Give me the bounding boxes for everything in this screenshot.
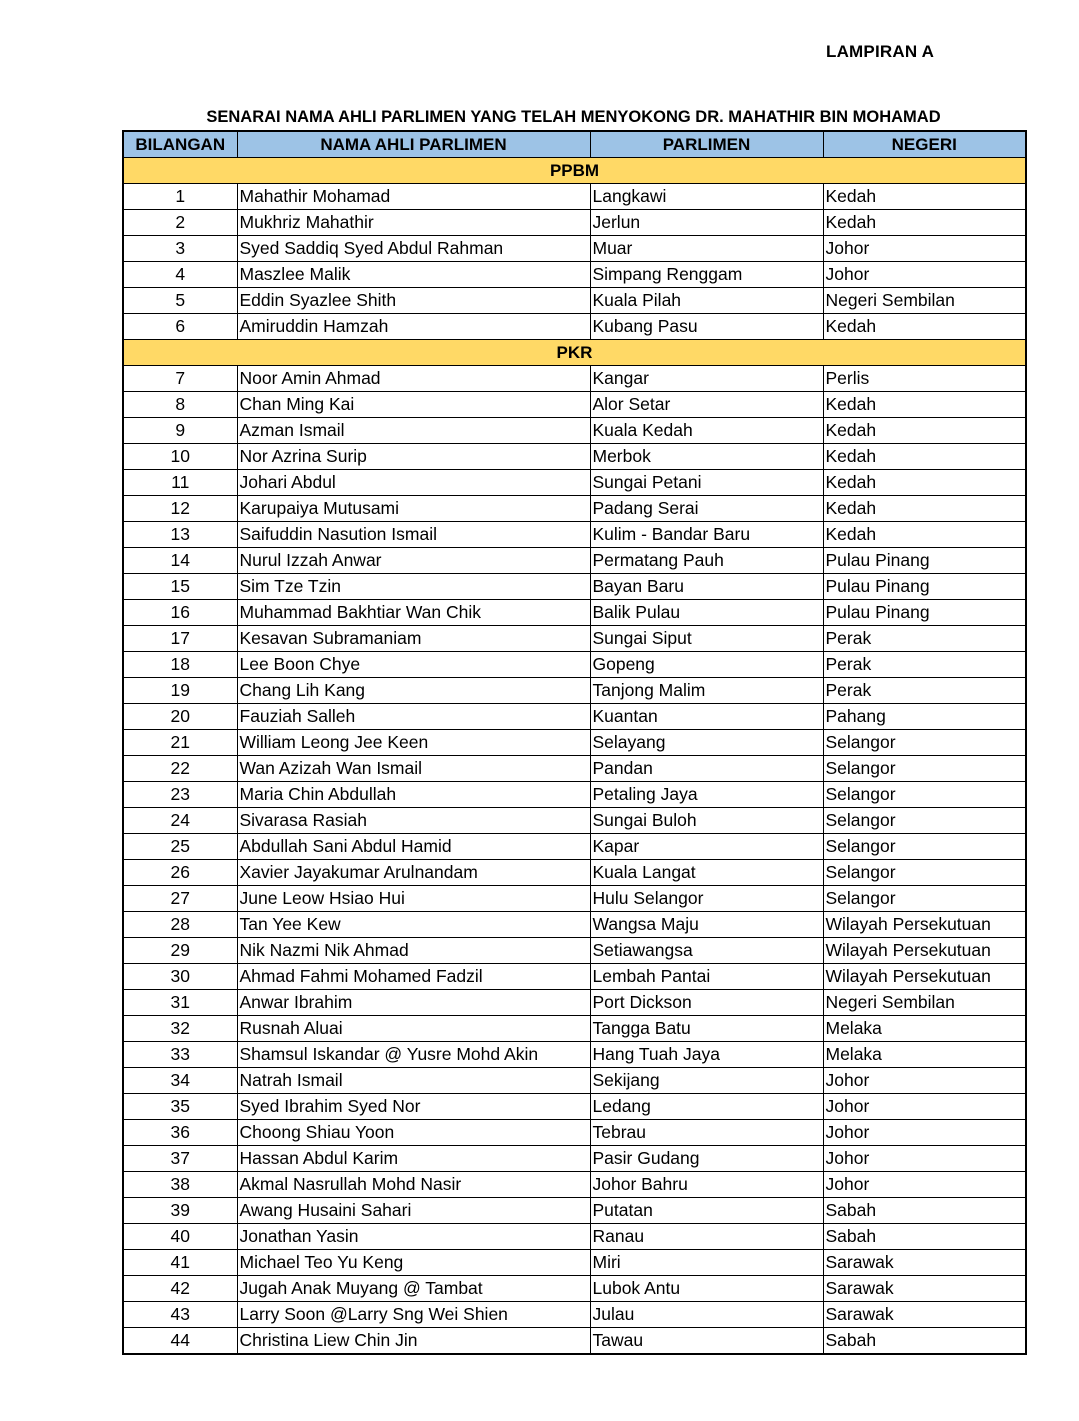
cell-nama: Eddin Syazlee Shith (237, 288, 590, 314)
table-row (123, 1042, 1026, 1068)
table-row (123, 1198, 1026, 1224)
cell-parlimen: Pasir Gudang (590, 1146, 823, 1172)
table-row (123, 366, 1026, 392)
cell-bilangan: 3 (123, 236, 237, 262)
cell-parlimen: Lembah Pantai (590, 964, 823, 990)
cell-nama: Ahmad Fahmi Mohamed Fadzil (237, 964, 590, 990)
cell-nama: Azman Ismail (237, 418, 590, 444)
cell-parlimen: Kuala Pilah (590, 288, 823, 314)
cell-negeri: Johor (823, 1068, 1026, 1094)
appendix-label: LAMPIRAN A (826, 42, 935, 61)
cell-negeri: Selangor (823, 808, 1026, 834)
cell-nama: Natrah Ismail (237, 1068, 590, 1094)
cell-negeri: Kedah (823, 470, 1026, 496)
table-row (123, 834, 1026, 860)
cell-parlimen: Wangsa Maju (590, 912, 823, 938)
column-header-parlimen: PARLIMEN (590, 131, 823, 158)
cell-nama: Nor Azrina Surip (237, 444, 590, 470)
cell-parlimen: Kuantan (590, 704, 823, 730)
table-row (123, 1068, 1026, 1094)
cell-bilangan: 36 (123, 1120, 237, 1146)
cell-parlimen: Miri (590, 1250, 823, 1276)
cell-bilangan: 38 (123, 1172, 237, 1198)
cell-negeri: Johor (823, 1094, 1026, 1120)
cell-bilangan: 37 (123, 1146, 237, 1172)
table-row (123, 184, 1026, 210)
cell-bilangan: 43 (123, 1302, 237, 1328)
cell-negeri: Perak (823, 678, 1026, 704)
cell-parlimen: Bayan Baru (590, 574, 823, 600)
cell-negeri: Johor (823, 1120, 1026, 1146)
table-row (123, 730, 1026, 756)
cell-bilangan: 5 (123, 288, 237, 314)
cell-negeri: Selangor (823, 860, 1026, 886)
cell-bilangan: 13 (123, 522, 237, 548)
cell-bilangan: 7 (123, 366, 237, 392)
cell-negeri: Johor (823, 262, 1026, 288)
cell-negeri: Perak (823, 652, 1026, 678)
table-row (123, 1120, 1026, 1146)
cell-negeri: Kedah (823, 184, 1026, 210)
cell-nama: Sim Tze Tzin (237, 574, 590, 600)
table-row (123, 574, 1026, 600)
cell-bilangan: 20 (123, 704, 237, 730)
cell-bilangan: 40 (123, 1224, 237, 1250)
cell-nama: Jugah Anak Muyang @ Tambat (237, 1276, 590, 1302)
cell-nama: Christina Liew Chin Jin (237, 1328, 590, 1355)
cell-parlimen: Kulim - Bandar Baru (590, 522, 823, 548)
section-row (123, 158, 1026, 184)
cell-nama: Tan Yee Kew (237, 912, 590, 938)
cell-bilangan: 2 (123, 210, 237, 236)
cell-bilangan: 17 (123, 626, 237, 652)
table-row (123, 1094, 1026, 1120)
cell-parlimen: Jerlun (590, 210, 823, 236)
cell-negeri: Sabah (823, 1328, 1026, 1355)
cell-negeri: Sabah (823, 1224, 1026, 1250)
cell-nama: Michael Teo Yu Keng (237, 1250, 590, 1276)
cell-bilangan: 39 (123, 1198, 237, 1224)
cell-nama: Rusnah Aluai (237, 1016, 590, 1042)
table-row (123, 548, 1026, 574)
cell-parlimen: Sungai Buloh (590, 808, 823, 834)
cell-parlimen: Kuala Langat (590, 860, 823, 886)
cell-parlimen: Ranau (590, 1224, 823, 1250)
cell-negeri: Johor (823, 236, 1026, 262)
cell-bilangan: 27 (123, 886, 237, 912)
cell-negeri: Sabah (823, 1198, 1026, 1224)
cell-nama: Kesavan Subramaniam (237, 626, 590, 652)
cell-negeri: Wilayah Persekutuan (823, 912, 1026, 938)
cell-parlimen: Tanjong Malim (590, 678, 823, 704)
cell-negeri: Selangor (823, 834, 1026, 860)
table-body (123, 158, 1026, 1355)
table-row (123, 1276, 1026, 1302)
cell-bilangan: 35 (123, 1094, 237, 1120)
cell-negeri: Kedah (823, 444, 1026, 470)
cell-nama: Maria Chin Abdullah (237, 782, 590, 808)
cell-negeri: Johor (823, 1172, 1026, 1198)
cell-nama: William Leong Jee Keen (237, 730, 590, 756)
cell-nama: Chang Lih Kang (237, 678, 590, 704)
document-title: SENARAI NAMA AHLI PARLIMEN YANG TELAH MENYOKONG DR. MAHATHIR BIN MOHAMAD (206, 108, 941, 126)
cell-bilangan: 42 (123, 1276, 237, 1302)
cell-nama: Muhammad Bakhtiar Wan Chik (237, 600, 590, 626)
cell-nama: Nik Nazmi Nik Ahmad (237, 938, 590, 964)
cell-nama: Akmal Nasrullah Mohd Nasir (237, 1172, 590, 1198)
cell-nama: Mukhriz Mahathir (237, 210, 590, 236)
cell-negeri: Kedah (823, 418, 1026, 444)
table-row (123, 262, 1026, 288)
cell-negeri: Negeri Sembilan (823, 990, 1026, 1016)
cell-bilangan: 41 (123, 1250, 237, 1276)
cell-nama: Fauziah Salleh (237, 704, 590, 730)
cell-nama: Lee Boon Chye (237, 652, 590, 678)
cell-nama: Hassan Abdul Karim (237, 1146, 590, 1172)
cell-bilangan: 8 (123, 392, 237, 418)
cell-bilangan: 31 (123, 990, 237, 1016)
cell-nama: Sivarasa Rasiah (237, 808, 590, 834)
cell-parlimen: Sekijang (590, 1068, 823, 1094)
cell-parlimen: Setiawangsa (590, 938, 823, 964)
table-row (123, 444, 1026, 470)
cell-nama: Amiruddin Hamzah (237, 314, 590, 340)
cell-negeri: Kedah (823, 392, 1026, 418)
cell-parlimen: Kuala Kedah (590, 418, 823, 444)
cell-bilangan: 29 (123, 938, 237, 964)
cell-bilangan: 14 (123, 548, 237, 574)
cell-bilangan: 15 (123, 574, 237, 600)
cell-parlimen: Sungai Siput (590, 626, 823, 652)
cell-parlimen: Alor Setar (590, 392, 823, 418)
cell-parlimen: Kubang Pasu (590, 314, 823, 340)
cell-nama: Jonathan Yasin (237, 1224, 590, 1250)
cell-negeri: Melaka (823, 1042, 1026, 1068)
cell-bilangan: 28 (123, 912, 237, 938)
cell-bilangan: 12 (123, 496, 237, 522)
cell-parlimen: Balik Pulau (590, 600, 823, 626)
cell-negeri: Kedah (823, 496, 1026, 522)
cell-parlimen: Petaling Jaya (590, 782, 823, 808)
section-label: PKR (123, 340, 1026, 366)
table-row (123, 1016, 1026, 1042)
cell-bilangan: 30 (123, 964, 237, 990)
table-row (123, 1328, 1026, 1355)
cell-negeri: Negeri Sembilan (823, 288, 1026, 314)
table-row (123, 522, 1026, 548)
table-row (123, 600, 1026, 626)
cell-parlimen: Johor Bahru (590, 1172, 823, 1198)
cell-nama: Wan Azizah Wan Ismail (237, 756, 590, 782)
cell-bilangan: 22 (123, 756, 237, 782)
cell-bilangan: 34 (123, 1068, 237, 1094)
cell-nama: Karupaiya Mutusami (237, 496, 590, 522)
cell-bilangan: 4 (123, 262, 237, 288)
cell-nama: Johari Abdul (237, 470, 590, 496)
table-row (123, 678, 1026, 704)
cell-negeri: Johor (823, 1146, 1026, 1172)
cell-parlimen: Langkawi (590, 184, 823, 210)
table-row (123, 886, 1026, 912)
cell-nama: Syed Ibrahim Syed Nor (237, 1094, 590, 1120)
cell-nama: Saifuddin Nasution Ismail (237, 522, 590, 548)
table-row (123, 418, 1026, 444)
table-row (123, 210, 1026, 236)
cell-bilangan: 19 (123, 678, 237, 704)
cell-bilangan: 10 (123, 444, 237, 470)
cell-negeri: Kedah (823, 314, 1026, 340)
cell-parlimen: Julau (590, 1302, 823, 1328)
cell-nama: Anwar Ibrahim (237, 990, 590, 1016)
cell-parlimen: Sungai Petani (590, 470, 823, 496)
cell-negeri: Melaka (823, 1016, 1026, 1042)
table-row (123, 288, 1026, 314)
cell-negeri: Pahang (823, 704, 1026, 730)
table-row (123, 392, 1026, 418)
cell-negeri: Kedah (823, 210, 1026, 236)
cell-nama: Larry Soon @Larry Sng Wei Shien (237, 1302, 590, 1328)
table-header-row (123, 131, 1026, 158)
cell-bilangan: 6 (123, 314, 237, 340)
table-row (123, 626, 1026, 652)
table-row (123, 704, 1026, 730)
cell-bilangan: 21 (123, 730, 237, 756)
cell-nama: Noor Amin Ahmad (237, 366, 590, 392)
cell-parlimen: Padang Serai (590, 496, 823, 522)
table-row (123, 236, 1026, 262)
cell-negeri: Pulau Pinang (823, 574, 1026, 600)
cell-bilangan: 33 (123, 1042, 237, 1068)
table-row (123, 1146, 1026, 1172)
cell-nama: Awang Husaini Sahari (237, 1198, 590, 1224)
cell-bilangan: 26 (123, 860, 237, 886)
table-row (123, 860, 1026, 886)
cell-negeri: Selangor (823, 782, 1026, 808)
table-row (123, 808, 1026, 834)
section-row (123, 340, 1026, 366)
cell-parlimen: Merbok (590, 444, 823, 470)
cell-negeri: Sarawak (823, 1276, 1026, 1302)
cell-parlimen: Permatang Pauh (590, 548, 823, 574)
cell-parlimen: Tangga Batu (590, 1016, 823, 1042)
cell-parlimen: Selayang (590, 730, 823, 756)
table-row (123, 938, 1026, 964)
cell-parlimen: Kangar (590, 366, 823, 392)
cell-negeri: Sarawak (823, 1250, 1026, 1276)
cell-negeri: Wilayah Persekutuan (823, 938, 1026, 964)
column-header-nama: NAMA AHLI PARLIMEN (237, 131, 590, 158)
cell-parlimen: Gopeng (590, 652, 823, 678)
table-row (123, 1224, 1026, 1250)
table-row (123, 782, 1026, 808)
cell-parlimen: Hulu Selangor (590, 886, 823, 912)
cell-nama: Syed Saddiq Syed Abdul Rahman (237, 236, 590, 262)
cell-negeri: Kedah (823, 522, 1026, 548)
cell-bilangan: 24 (123, 808, 237, 834)
cell-nama: Nurul Izzah Anwar (237, 548, 590, 574)
section-label: PPBM (123, 158, 1026, 184)
table-row (123, 652, 1026, 678)
column-header-negeri: NEGERI (823, 131, 1026, 158)
cell-negeri: Selangor (823, 730, 1026, 756)
cell-parlimen: Tawau (590, 1328, 823, 1355)
cell-parlimen: Lubok Antu (590, 1276, 823, 1302)
column-header-bilangan: BILANGAN (123, 131, 237, 158)
cell-nama: Mahathir Mohamad (237, 184, 590, 210)
cell-parlimen: Hang Tuah Jaya (590, 1042, 823, 1068)
cell-parlimen: Ledang (590, 1094, 823, 1120)
cell-negeri: Selangor (823, 886, 1026, 912)
cell-parlimen: Putatan (590, 1198, 823, 1224)
table-row (123, 1250, 1026, 1276)
table-row (123, 496, 1026, 522)
cell-nama: June Leow Hsiao Hui (237, 886, 590, 912)
cell-nama: Choong Shiau Yoon (237, 1120, 590, 1146)
cell-parlimen: Kapar (590, 834, 823, 860)
table-row (123, 470, 1026, 496)
table-row (123, 314, 1026, 340)
table-row (123, 990, 1026, 1016)
table-row (123, 756, 1026, 782)
cell-nama: Maszlee Malik (237, 262, 590, 288)
cell-negeri: Wilayah Persekutuan (823, 964, 1026, 990)
cell-negeri: Perlis (823, 366, 1026, 392)
cell-negeri: Perak (823, 626, 1026, 652)
cell-parlimen: Simpang Renggam (590, 262, 823, 288)
cell-bilangan: 44 (123, 1328, 237, 1355)
cell-negeri: Pulau Pinang (823, 548, 1026, 574)
cell-parlimen: Pandan (590, 756, 823, 782)
cell-negeri: Sarawak (823, 1302, 1026, 1328)
cell-parlimen: Tebrau (590, 1120, 823, 1146)
cell-nama: Chan Ming Kai (237, 392, 590, 418)
cell-bilangan: 9 (123, 418, 237, 444)
cell-bilangan: 25 (123, 834, 237, 860)
cell-bilangan: 18 (123, 652, 237, 678)
cell-parlimen: Port Dickson (590, 990, 823, 1016)
mp-list-table (122, 130, 1027, 1355)
table-row (123, 964, 1026, 990)
table-row (123, 1172, 1026, 1198)
cell-parlimen: Muar (590, 236, 823, 262)
table-row (123, 1302, 1026, 1328)
cell-bilangan: 23 (123, 782, 237, 808)
cell-negeri: Selangor (823, 756, 1026, 782)
cell-nama: Xavier Jayakumar Arulnandam (237, 860, 590, 886)
cell-bilangan: 1 (123, 184, 237, 210)
cell-bilangan: 16 (123, 600, 237, 626)
table-row (123, 912, 1026, 938)
cell-negeri: Pulau Pinang (823, 600, 1026, 626)
cell-nama: Shamsul Iskandar @ Yusre Mohd Akin (237, 1042, 590, 1068)
cell-bilangan: 11 (123, 470, 237, 496)
cell-nama: Abdullah Sani Abdul Hamid (237, 834, 590, 860)
cell-bilangan: 32 (123, 1016, 237, 1042)
